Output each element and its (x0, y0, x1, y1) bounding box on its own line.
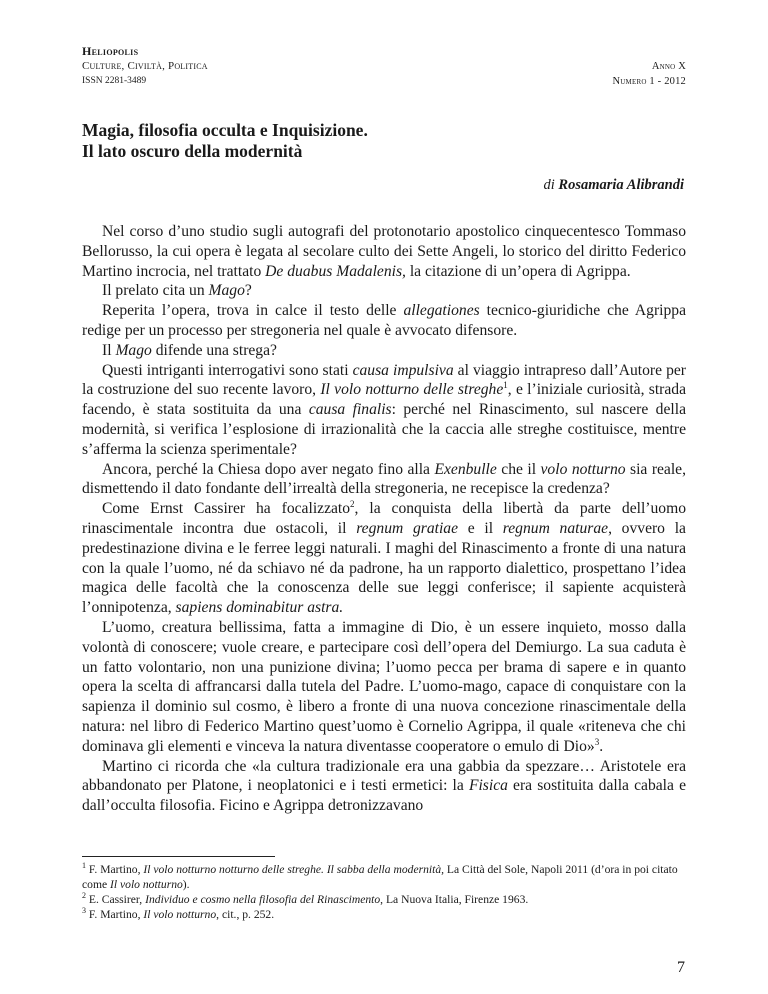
paragraph (82, 499, 686, 618)
text: Ancora, perché la Chiesa dopo aver negato fino alla (102, 460, 435, 478)
text: difende una strega? (151, 341, 277, 359)
page-number: 7 (677, 959, 685, 976)
footnote-ref[interactable]: 3 (594, 736, 600, 747)
journal-subtitle: Culture, Civiltà, Politica (82, 60, 208, 72)
text: ? (244, 282, 252, 300)
byline (544, 177, 684, 194)
article-body (82, 222, 686, 816)
text: , ovvero la predestinazione divina e le ferree leggi naturali. I maghi del Rinascimento a fronte di una natura con la quale l’uomo, né da schiavo né da padrone, ha un rapporto dialettico, prospettano l’idea magica delle facoltà che la conoscenza delle sue leggi conferisce; il sapiente acquisterà l’onnipotenza, (82, 519, 686, 617)
article-title-line-1: Magia, filosofia occulta e Inquisizione. (82, 120, 368, 140)
italic-text: regnum gratiae (356, 519, 459, 537)
footnote-number: 1 (82, 861, 86, 871)
italic-text: sapiens dominabitur astra. (175, 599, 344, 617)
italic-text: Mago (208, 282, 245, 300)
text: , La Nuova Italia, Firenze 1963. (380, 893, 529, 906)
italic-text: Il volo notturno (110, 878, 183, 891)
text: e il (458, 519, 503, 537)
text: Nel corso d’uno studio sugli autografi del protonotario apostolico cinquecentesco Tommaso Bellorusso, la cui opera è legata al secolare culto dei Sette Angeli, lo storico del diritto Federico Martino incrocia, nel trattato (82, 223, 686, 280)
article-title (82, 120, 682, 162)
text: , e l’iniziale curiosità, strada facendo, è stata sostituita da una (82, 381, 687, 419)
paragraph (82, 222, 686, 281)
footnote (82, 907, 686, 922)
text: , cit., p. 252. (216, 908, 275, 921)
journal-name: Heliopolis (82, 44, 139, 58)
italic-text: Fisica (468, 777, 508, 795)
footnote (82, 892, 686, 907)
footnote-number: 3 (82, 906, 86, 916)
text: Il (102, 341, 116, 359)
text: Il prelato cita un (102, 282, 209, 300)
journal-header (82, 44, 208, 89)
italic-text: causa impulsiva (352, 361, 454, 379)
text: era sostituita dalla cabala e dall’occulta filosofia. Ficino e Agrippa detronizzavano (82, 777, 686, 815)
text: La Città del Sole, Napoli 2011 (d’ora in poi citato come (82, 863, 678, 891)
text: : perché nel Rinascimento, sul nascere della modernità, si verifica l’esplosione di irrazionalità che la caccia alle streghe costituisce, mentre s’afferma la scienza sperimentale? (82, 401, 686, 458)
article-title-line-2: Il lato oscuro della modernità (82, 141, 303, 161)
text: la citazione di un’opera di Agrippa. (405, 262, 631, 280)
text: tecnico-giuridiche che Agrippa redige per un processo per stregoneria nel quale è avvocato difensore. (82, 302, 686, 339)
paragraph (82, 460, 686, 500)
text: F. Martino, (86, 908, 144, 921)
text: sia reale, dismettendo il dato fondante dell’irrealtà della stregoneria, ne recepisce la credenza? (82, 460, 687, 498)
italic-text: Il volo notturno delle streghe (320, 381, 504, 399)
paragraph (82, 757, 686, 816)
paragraph (82, 618, 686, 757)
issue-info (613, 59, 686, 89)
author-name: Rosamaria Alibrandi (558, 177, 684, 193)
text: Martino ci ricorda che «la cultura tradizionale era una gabbia da spezzare… Aristotele era abbandonato per Platone, i neoplatonici e i testi ermetici: la (82, 757, 686, 795)
paragraph (82, 361, 686, 460)
text: ). (182, 878, 190, 891)
italic-text: Il volo notturno (143, 908, 217, 921)
text: Questi intriganti interrogativi sono stati (102, 361, 353, 379)
text: al viaggio intrapreso dall’Autore per la costruzione del suo recente lavoro, (82, 361, 686, 399)
text: E. Cassirer, (86, 893, 146, 906)
text: F. Martino, (86, 863, 144, 876)
text: Reperita l’opera, trova in calce il testo delle (102, 302, 404, 320)
italic-text: Exenbulle (434, 460, 497, 478)
text: , la conquista della libertà da parte dell’uomo rinascimentale incontra due ostacoli, il (82, 500, 686, 537)
paragraph (82, 281, 686, 301)
footnote-ref[interactable]: 1 (503, 380, 508, 391)
italic-text: Il volo notturno notturno delle streghe. Il sabba della modernità, (143, 863, 445, 876)
italic-text: De duabus Madalenis, (265, 262, 406, 280)
text: che il (496, 460, 541, 478)
text: Come Ernst Cassirer ha focalizzato (102, 500, 351, 518)
byline-prefix: di (543, 177, 555, 193)
paragraph (82, 341, 686, 361)
italic-text: Individuo e cosmo nella filosofia del Rinascimento (145, 893, 381, 906)
footnote (82, 862, 686, 892)
italic-text: regnum naturae (502, 519, 609, 537)
issue-number: Numero 1 - 2012 (612, 76, 686, 87)
paragraph (82, 301, 686, 341)
footnote-ref[interactable]: 2 (350, 498, 355, 509)
italic-text: volo notturno (540, 460, 626, 478)
issue-year: Anno X (651, 61, 686, 72)
italic-text: Mago (115, 341, 152, 359)
italic-text: allegationes (403, 302, 480, 320)
footnotes (82, 862, 686, 922)
text: . (599, 737, 604, 755)
journal-issn: ISSN 2281-3489 (82, 76, 147, 86)
footnote-number: 2 (82, 891, 86, 901)
footnote-divider (82, 856, 275, 857)
italic-text: causa finalis (308, 401, 392, 419)
text: L’uomo, creatura bellissima, fatta a immagine di Dio, è un essere inquieto, mosso dalla volontà di conoscere; vuole creare, e partecipare così dell’opera del Demiurgo. La sua caduta è un fatto volontario, non una punizione divina; l’uomo pecca per brama di sapere e in quanto opera la scelta di affrancarsi dalla tutela del Padre. L’uomo-mago, capace di conquistare con la sapienza il dominio sul cosmo, è libero a fronte di una nuova concezione rinascimentale della natura: nel libro di Federico Martino quest’uomo è Cornelio Agrippa, il quale «riteneva che chi dominava gli elementi e vinceva la natura diventasse cooperatore o emulo di Dio» (82, 618, 686, 755)
